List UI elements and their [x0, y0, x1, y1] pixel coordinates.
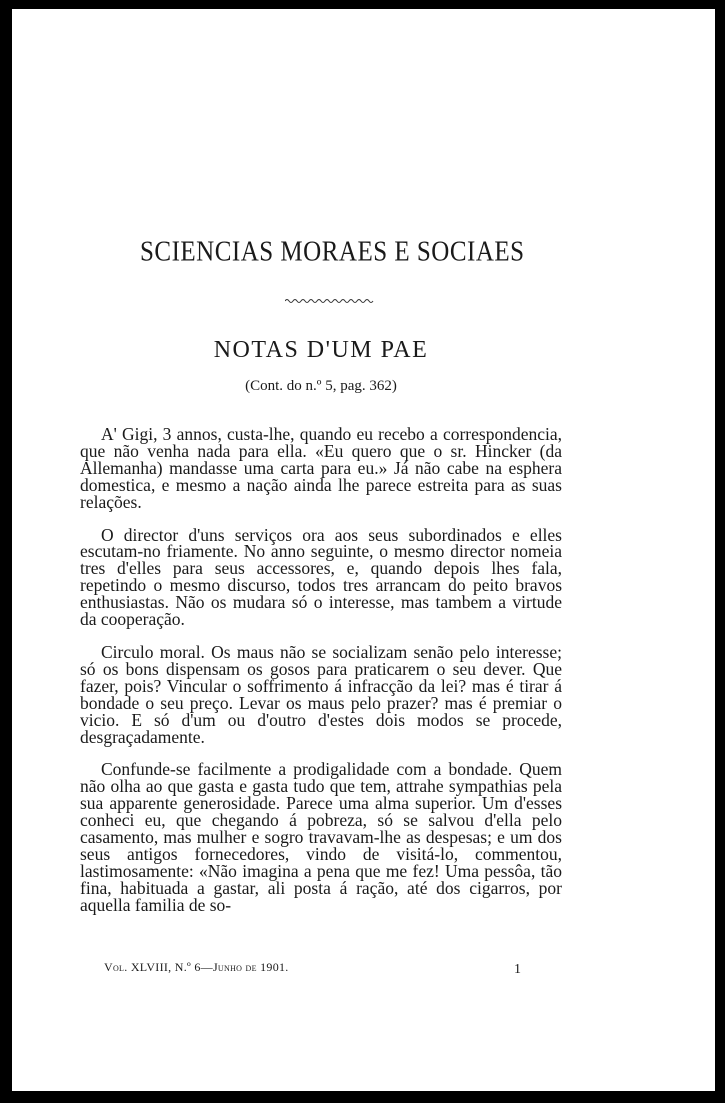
paragraph: Circulo moral. Os maus não se socializam senão pelo interesse; só os bons dispensam os gosos para praticarem o seu dever. Que fazer, pois? Vincular o soffrimento á infracção da lei? mas é tirar á bondade o seu preço. Levar os maus pelo prazer? mas é premiar o vicio. E só d'um ou d'outro d'estes dois modos se procede, desgraçadamente.: [80, 641, 562, 747]
document-page: [80, 0, 562, 1103]
signature-mark: 1: [514, 962, 521, 977]
paragraph: Confunde-se facilmente a prodigalidade com a bondade. Quem não olha ao que gasta e gasta tudo que tem, attrahe sympathias pela sua apparente generosidade. Parece uma alma superior. Um d'esses conheci eu, que chegando á pobreza, só se salvou d'ella pelo casamento, mas mulher e sogro travavam-lhe as despesas; e um dos seus antigos fornecedores, vindo de visitá-lo, commentou, lastimosamente: «Não imagina a pena que me fez! Uma pessôa, tão fina, habituada a gastar, ali posta á ração, até dos cigarros, por aquella familia de so-: [80, 759, 562, 915]
article-title: NOTAS D'UM PAE: [213, 337, 429, 363]
section-title: SCIENCIAS MORAES E SOCIAES: [140, 237, 525, 268]
paragraph: O director d'uns serviços ora aos seus subordinados e elles escutam-no friamente. No anno seguinte, o mesmo director nomeia tres d'elles para seus accessores, e, quando depois lhes fala, repetindo o mesmo discurso, todos tres arrancam do peito bravos enthusiastas. Não os mudara só o interesse, mas tambem a virtude da cooperação.: [80, 524, 562, 630]
paragraph: A' Gigi, 3 annos, custa-lhe, quando eu recebo a correspondencia, que não venha nada para ella. «Eu quero que o sr. Hincker (da Allemanha) mandasse uma carta para eu.» Já não cabe na esphera domestica, e mesmo a nação ainda lhe parece estreita para as suas relações.: [80, 424, 562, 512]
article-body: [80, 426, 562, 930]
volume-footer: Vol. XLVIII, N.º 6—Junho de 1901.: [104, 960, 289, 974]
continuation-note: (Cont. do n.º 5, pag. 362): [245, 378, 397, 394]
decorative-rule: [285, 297, 375, 305]
